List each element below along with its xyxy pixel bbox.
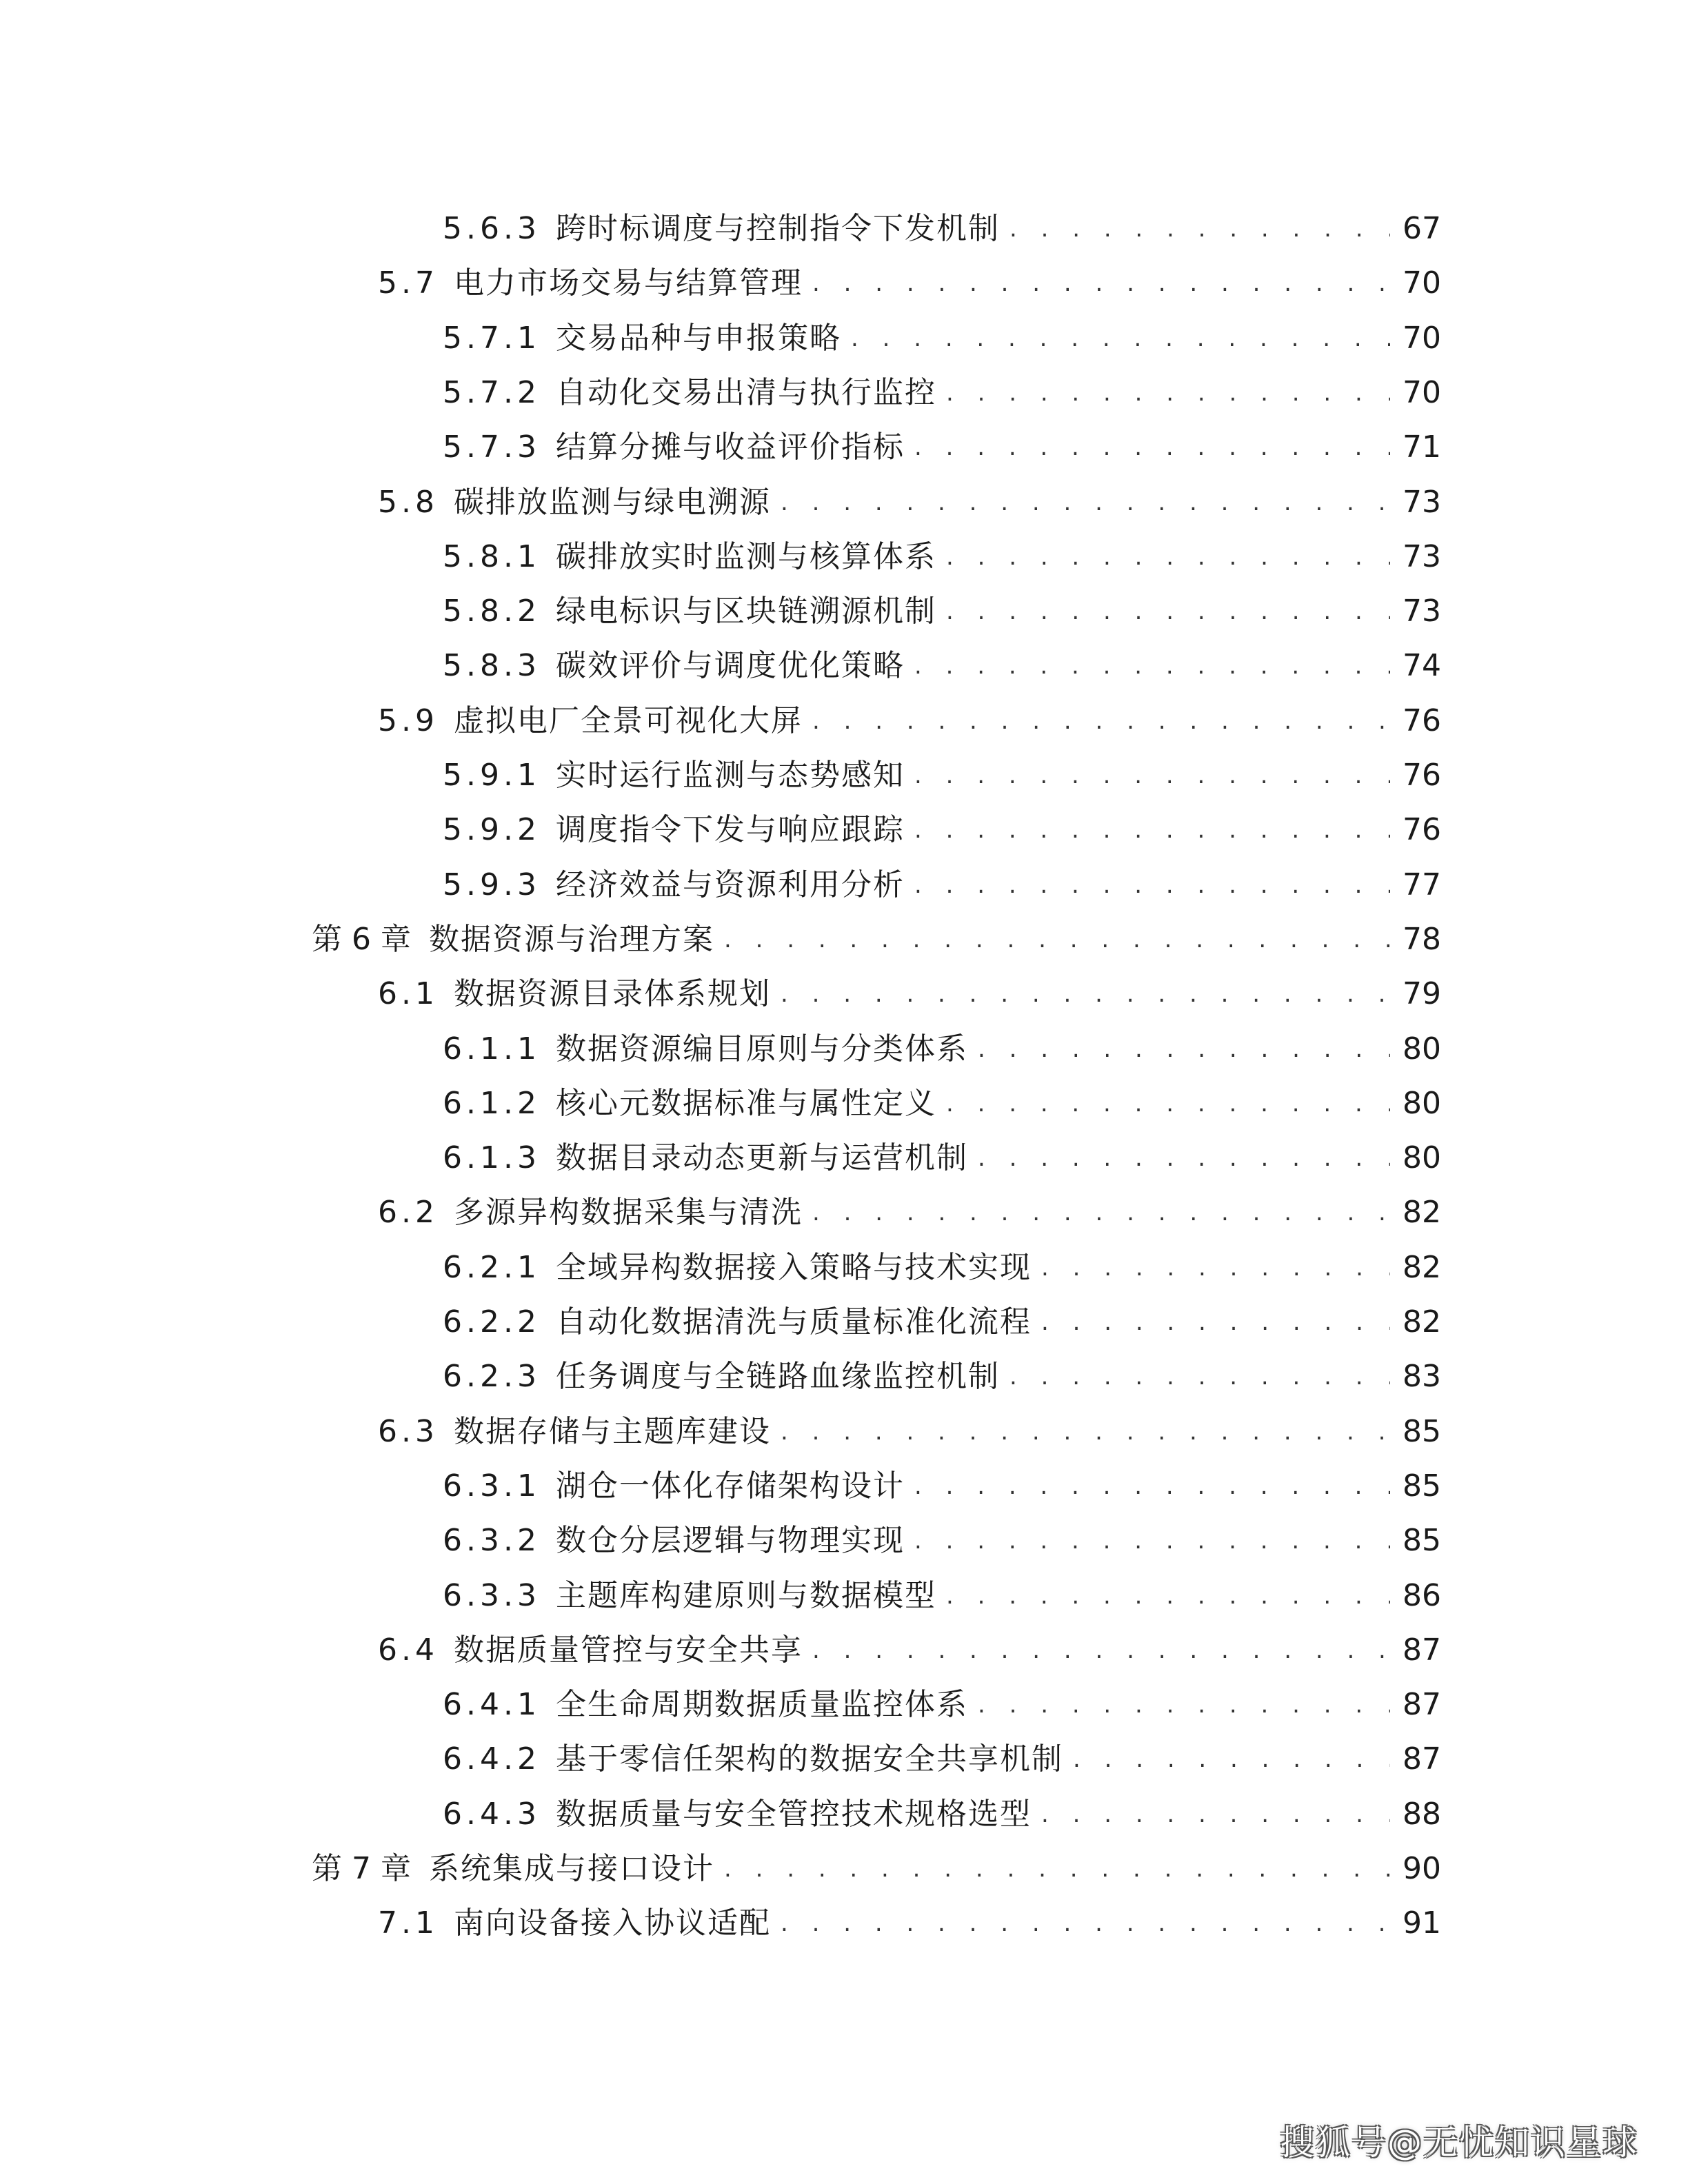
toc-entry-page-number: 70 [1403, 374, 1441, 410]
toc-dot-leader [946, 1568, 1390, 1624]
watermark: 搜狐号@无忧知识星球 [1280, 2123, 1638, 2163]
toc-entry-number: 6.4.1 [443, 1687, 541, 1723]
toc-entry-number: 第 6 章 [312, 921, 411, 957]
toc-entry-number: 6.1.1 [443, 1031, 541, 1066]
toc-entry-page-number: 80 [1403, 1031, 1441, 1066]
toc-entry-number: 6.2 [378, 1195, 439, 1231]
toc-dot-leader [724, 912, 1390, 967]
toc-dot-leader [1009, 201, 1390, 256]
toc-entry-page-number: 77 [1403, 867, 1441, 902]
toc-entry-number: 6.4.3 [443, 1796, 541, 1832]
toc-dot-leader [914, 420, 1390, 475]
toc-dot-leader [946, 529, 1390, 585]
toc-entry[interactable] [378, 1623, 1441, 1678]
toc-entry-number: 7.1 [378, 1905, 439, 1941]
toc-entry[interactable] [443, 748, 1441, 803]
toc-entry-number: 5.8 [378, 484, 439, 520]
toc-dot-leader [781, 475, 1390, 530]
toc-entry[interactable] [443, 1787, 1441, 1842]
toc-entry-title: 全生命周期数据质量监控体系 [555, 1687, 968, 1723]
toc-entry-page-number: 74 [1403, 648, 1441, 684]
toc-entry[interactable] [443, 802, 1441, 858]
toc-entry-page-number: 73 [1403, 538, 1441, 574]
toc-entry[interactable] [378, 1185, 1441, 1240]
toc-entry-title: 交易品种与申报策略 [555, 320, 841, 356]
toc-dot-leader [914, 638, 1390, 694]
toc-dot-leader [946, 1076, 1390, 1131]
toc-entry-title: 绿电标识与区块链溯源机制 [555, 594, 936, 629]
toc-entry-number: 6.1 [378, 976, 439, 1012]
toc-entry-title: 核心元数据标准与属性定义 [555, 1085, 936, 1121]
toc-entry-page-number: 80 [1403, 1085, 1441, 1121]
toc-entry-page-number: 73 [1403, 594, 1441, 629]
toc-entry[interactable] [443, 1732, 1441, 1787]
toc-entry-page-number: 70 [1403, 320, 1441, 356]
toc-entry-title: 数据资源编目原则与分类体系 [555, 1031, 968, 1066]
toc-entry-number: 6.3.1 [443, 1468, 541, 1504]
toc-entry-page-number: 90 [1403, 1851, 1441, 1886]
toc-entry[interactable] [378, 475, 1441, 530]
toc-entry-page-number: 76 [1403, 812, 1441, 848]
toc-entry[interactable] [443, 584, 1441, 639]
toc-entry-number: 6.2.1 [443, 1249, 541, 1285]
toc-entry-number: 6.2.2 [443, 1304, 541, 1339]
toc-dot-leader [781, 1404, 1390, 1459]
toc-entry[interactable] [443, 638, 1441, 694]
toc-entry-number: 5.6.3 [443, 211, 541, 246]
toc-dot-leader [851, 311, 1390, 366]
toc-dot-leader [781, 967, 1390, 1022]
toc-entry-number: 5.7.1 [443, 320, 541, 356]
toc-entry-number: 5.9 [378, 702, 439, 738]
toc-entry-title: 全域异构数据接入策略与技术实现 [555, 1249, 1032, 1285]
toc-entry[interactable] [443, 311, 1441, 366]
toc-dot-leader [978, 1677, 1390, 1732]
toc-entry-title: 调度指令下发与响应跟踪 [555, 812, 905, 848]
toc-dot-leader [1041, 1787, 1390, 1842]
toc-entry-page-number: 67 [1403, 211, 1441, 246]
toc-entry-page-number: 82 [1403, 1249, 1441, 1285]
toc-entry-page-number: 76 [1403, 758, 1441, 793]
toc-entry-title: 跨时标调度与控制指令下发机制 [555, 211, 1000, 246]
toc-dot-leader [978, 1131, 1390, 1186]
toc-entry-title: 数据目录动态更新与运营机制 [555, 1140, 968, 1176]
toc-entry-page-number: 78 [1403, 921, 1441, 957]
toc-entry-title: 数据资源目录体系规划 [453, 976, 771, 1012]
toc-dot-leader [812, 256, 1390, 311]
toc-entry-title: 南向设备接入协议适配 [453, 1905, 771, 1941]
toc-entry[interactable] [378, 1404, 1441, 1459]
toc-entry-number: 5.8.3 [443, 648, 541, 684]
toc-entry[interactable] [378, 694, 1441, 749]
toc-entry-number: 5.7.2 [443, 374, 541, 410]
toc-entry-title: 碳效评价与调度优化策略 [555, 648, 905, 684]
toc-entry-number: 5.9.1 [443, 758, 541, 793]
toc-entry-title: 碳排放实时监测与核算体系 [555, 538, 936, 574]
toc-entry-page-number: 86 [1403, 1577, 1441, 1613]
toc-entry-title: 虚拟电厂全景可视化大屏 [453, 702, 803, 738]
toc-entry[interactable] [378, 256, 1441, 311]
toc-entry[interactable] [443, 1022, 1441, 1077]
toc-entry-title: 电力市场交易与结算管理 [453, 265, 803, 301]
toc-dot-leader [1041, 1240, 1390, 1295]
toc-entry-title: 结算分摊与收益评价指标 [555, 429, 905, 465]
toc-dot-leader [1009, 1349, 1390, 1404]
toc-entry-title: 主题库构建原则与数据模型 [555, 1577, 936, 1613]
toc-entry-page-number: 87 [1403, 1741, 1441, 1777]
toc-dot-leader [914, 1459, 1390, 1514]
toc-entry-number: 第 7 章 [312, 1851, 411, 1886]
toc-dot-leader [1041, 1295, 1390, 1350]
toc-entry-title: 自动化数据清洗与质量标准化流程 [555, 1304, 1032, 1339]
toc-dot-leader [724, 1841, 1390, 1897]
toc-entry-page-number: 83 [1403, 1359, 1441, 1395]
toc-entry-number: 6.3.2 [443, 1523, 541, 1559]
toc-dot-leader [1073, 1732, 1390, 1787]
toc-entry[interactable] [443, 858, 1441, 913]
toc-entry-number: 5.9.2 [443, 812, 541, 848]
toc-entry-title: 数据资源与治理方案 [428, 921, 714, 957]
toc-entry-title: 多源异构数据采集与清洗 [453, 1195, 803, 1231]
toc-entry-title: 数据存储与主题库建设 [453, 1413, 771, 1449]
toc-dot-leader [946, 365, 1390, 421]
toc-entry-title: 系统集成与接口设计 [428, 1851, 714, 1886]
toc-entry-title: 数据质量管控与安全共享 [453, 1632, 803, 1668]
toc-entry-page-number: 87 [1403, 1632, 1441, 1668]
toc-entry[interactable] [443, 1131, 1441, 1186]
toc-entry-number: 5.8.1 [443, 538, 541, 574]
toc-dot-leader [914, 748, 1390, 803]
toc-entry-number: 5.7.3 [443, 429, 541, 465]
toc-entry-title: 实时运行监测与态势感知 [555, 758, 905, 793]
toc-dot-leader [946, 584, 1390, 639]
toc-entry-title: 数仓分层逻辑与物理实现 [555, 1523, 905, 1559]
toc-entry-title: 任务调度与全链路血缘监控机制 [555, 1359, 1000, 1395]
toc-entry-number: 6.1.2 [443, 1085, 541, 1121]
toc-entry-page-number: 82 [1403, 1304, 1441, 1339]
toc-entry-page-number: 85 [1403, 1413, 1441, 1449]
toc-entry-page-number: 88 [1403, 1796, 1441, 1832]
toc-entry[interactable] [443, 420, 1441, 475]
toc-dot-leader [914, 1513, 1390, 1568]
toc-dot-leader [812, 694, 1390, 749]
toc-entry[interactable] [443, 1295, 1441, 1350]
toc-entry-number: 5.9.3 [443, 867, 541, 902]
toc-entry-page-number: 87 [1403, 1687, 1441, 1723]
toc-entry[interactable] [443, 1349, 1441, 1404]
toc-entry[interactable] [443, 1513, 1441, 1568]
toc-dot-leader [812, 1185, 1390, 1240]
toc-entry-page-number: 70 [1403, 265, 1441, 301]
toc-entry-number: 6.3 [378, 1413, 439, 1449]
toc-entry-page-number: 76 [1403, 702, 1441, 738]
toc-entry[interactable] [443, 1240, 1441, 1295]
toc-entry-number: 6.2.3 [443, 1359, 541, 1395]
toc-dot-leader [914, 858, 1390, 913]
toc-dot-leader [914, 802, 1390, 858]
toc-entry-page-number: 71 [1403, 429, 1441, 465]
toc-entry[interactable] [443, 201, 1441, 256]
toc-entry[interactable] [443, 1568, 1441, 1624]
toc-entry-title: 湖仓一体化存储架构设计 [555, 1468, 905, 1504]
toc-entry[interactable] [443, 1677, 1441, 1732]
toc-entry-title: 数据质量与安全管控技术规格选型 [555, 1796, 1032, 1832]
toc-entry-page-number: 79 [1403, 976, 1441, 1012]
toc-entry[interactable] [443, 1076, 1441, 1131]
toc-entry-page-number: 85 [1403, 1523, 1441, 1559]
toc-entry-number: 6.1.3 [443, 1140, 541, 1176]
toc-entry-page-number: 91 [1403, 1905, 1441, 1941]
toc-dot-leader [781, 1896, 1390, 1951]
toc-entry-number: 5.7 [378, 265, 439, 301]
toc-entry[interactable] [443, 529, 1441, 585]
toc-entry-title: 经济效益与资源利用分析 [555, 867, 905, 902]
toc-dot-leader [978, 1022, 1390, 1077]
toc-entry[interactable] [312, 912, 1441, 967]
toc-dot-leader [812, 1623, 1390, 1678]
toc-entry-number: 6.4 [378, 1632, 439, 1668]
toc-entry-number: 5.8.2 [443, 594, 541, 629]
toc-entry[interactable] [378, 1896, 1441, 1951]
toc-entry-title: 基于零信任架构的数据安全共享机制 [555, 1741, 1063, 1777]
toc-entry-page-number: 85 [1403, 1468, 1441, 1504]
toc-entry[interactable] [378, 967, 1441, 1022]
toc-entry-title: 自动化交易出清与执行监控 [555, 374, 936, 410]
toc-entry-title: 碳排放监测与绿电溯源 [453, 484, 771, 520]
toc-entry-page-number: 80 [1403, 1140, 1441, 1176]
toc-entry[interactable] [312, 1841, 1441, 1897]
toc-entry[interactable] [443, 365, 1441, 421]
toc-entry-number: 6.3.3 [443, 1577, 541, 1613]
toc-entry-page-number: 73 [1403, 484, 1441, 520]
toc-entry[interactable] [443, 1459, 1441, 1514]
toc-entry-page-number: 82 [1403, 1195, 1441, 1231]
toc-entry-number: 6.4.2 [443, 1741, 541, 1777]
